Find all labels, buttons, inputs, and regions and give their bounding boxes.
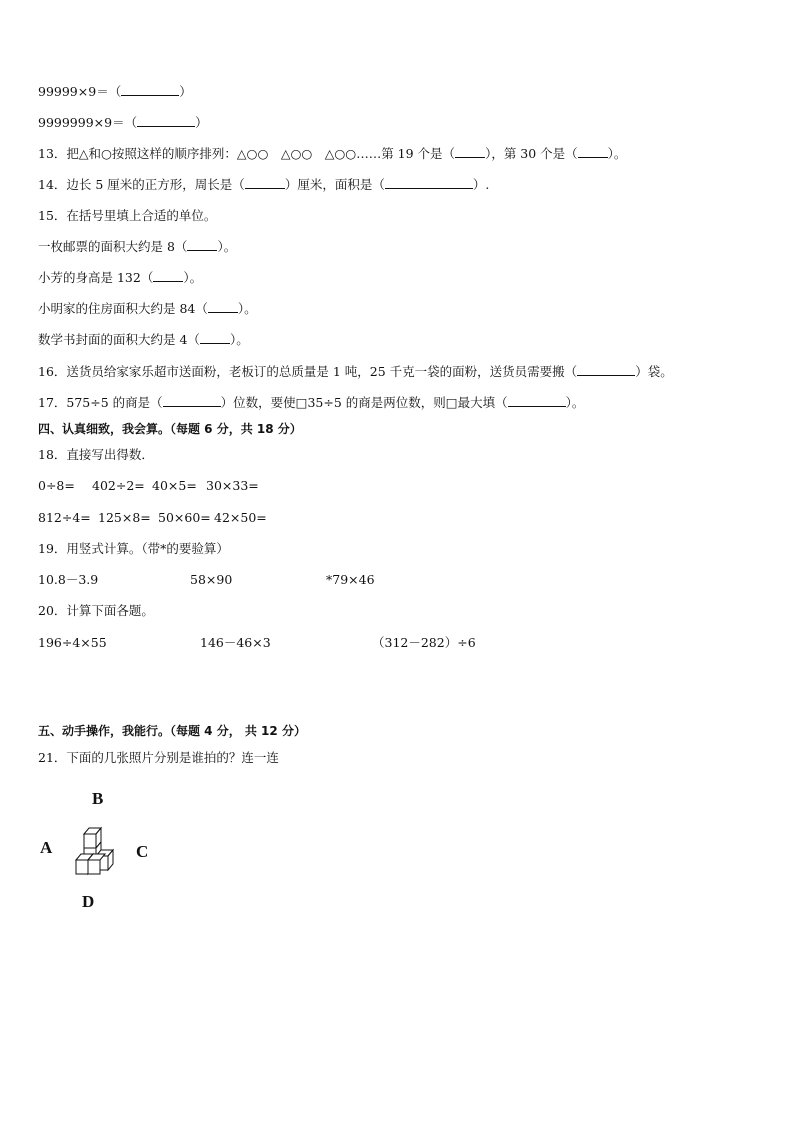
section-5-heading: 五、动手操作，我能行。（每题 4 分， 共 12 分） <box>38 724 306 738</box>
answer-blank[interactable] <box>187 239 217 251</box>
calc-row-1: 0÷8= 402÷2= 40×5= 30×33= <box>38 478 259 493</box>
book-line: 数学书封面的面积大约是 4（ ）。 <box>38 332 249 347</box>
house-line: 小明家的住房面积大约是 84（ ）。 <box>38 301 257 316</box>
calc-row-4: 196÷4×55 146－46×3 （312－282）÷6 <box>38 635 476 650</box>
question-16: 16．送货员给家家乐超市送面粉，老板订的总质量是 1 吨，25 千克一袋的面粉，送货员需要搬（ ）袋。 <box>38 364 673 379</box>
label-c: C <box>136 842 149 861</box>
question-15: 15．在括号里填上合适的单位。 <box>38 208 217 223</box>
stacked-cubes-figure <box>70 822 122 878</box>
question-19: 19．用竖式计算。（带*的要验算） <box>38 541 229 556</box>
question-20: 20．计算下面各题。 <box>38 603 154 618</box>
question-21: 21．下面的几张照片分别是谁拍的？连一连 <box>38 750 279 765</box>
answer-blank[interactable] <box>385 177 473 189</box>
question-18: 18．直接写出得数． <box>38 447 154 462</box>
answer-blank[interactable] <box>121 84 179 96</box>
answer-blank[interactable] <box>208 301 238 313</box>
section-4-heading: 四、认真细致，我会算。（每题 6 分，共 18 分） <box>38 422 302 436</box>
calc-row-3: 10.8－3.9 58×90 *79×46 <box>38 572 375 587</box>
answer-blank[interactable] <box>578 146 608 158</box>
answer-blank[interactable] <box>200 332 230 344</box>
answer-blank[interactable] <box>508 395 566 407</box>
calc-row-2: 812÷4= 125×8= 50×60= 42×50= <box>38 510 267 525</box>
question-17: 17．575÷5 的商是（ ）位数，要使□35÷5 的商是两位数，则□最大填（ ）。 <box>38 395 585 410</box>
answer-blank[interactable] <box>455 146 485 158</box>
stamp-line: 一枚邮票的面积大约是 8（ ）。 <box>38 239 237 254</box>
label-d: D <box>82 892 95 911</box>
answer-blank[interactable] <box>153 270 183 282</box>
label-a: A <box>40 838 53 857</box>
height-line: 小芳的身高是 132（ ）。 <box>38 270 203 285</box>
answer-blank[interactable] <box>163 395 221 407</box>
question-14: 14．边长 5 厘米的正方形，周长是（ ）厘米，面积是（ ）. <box>38 177 490 192</box>
line-99999: 99999×9＝（ ） <box>38 84 192 99</box>
label-b: B <box>92 789 104 808</box>
answer-blank[interactable] <box>245 177 285 189</box>
answer-blank[interactable] <box>137 115 195 127</box>
answer-blank[interactable] <box>577 364 635 376</box>
question-13: 13．把△和○按照这样的顺序排列：△○○ △○○ △○○……第 19 个是（ ），第 30 个是（ ）。 <box>38 146 627 161</box>
line-9999999: 9999999×9＝（ ） <box>38 115 208 130</box>
